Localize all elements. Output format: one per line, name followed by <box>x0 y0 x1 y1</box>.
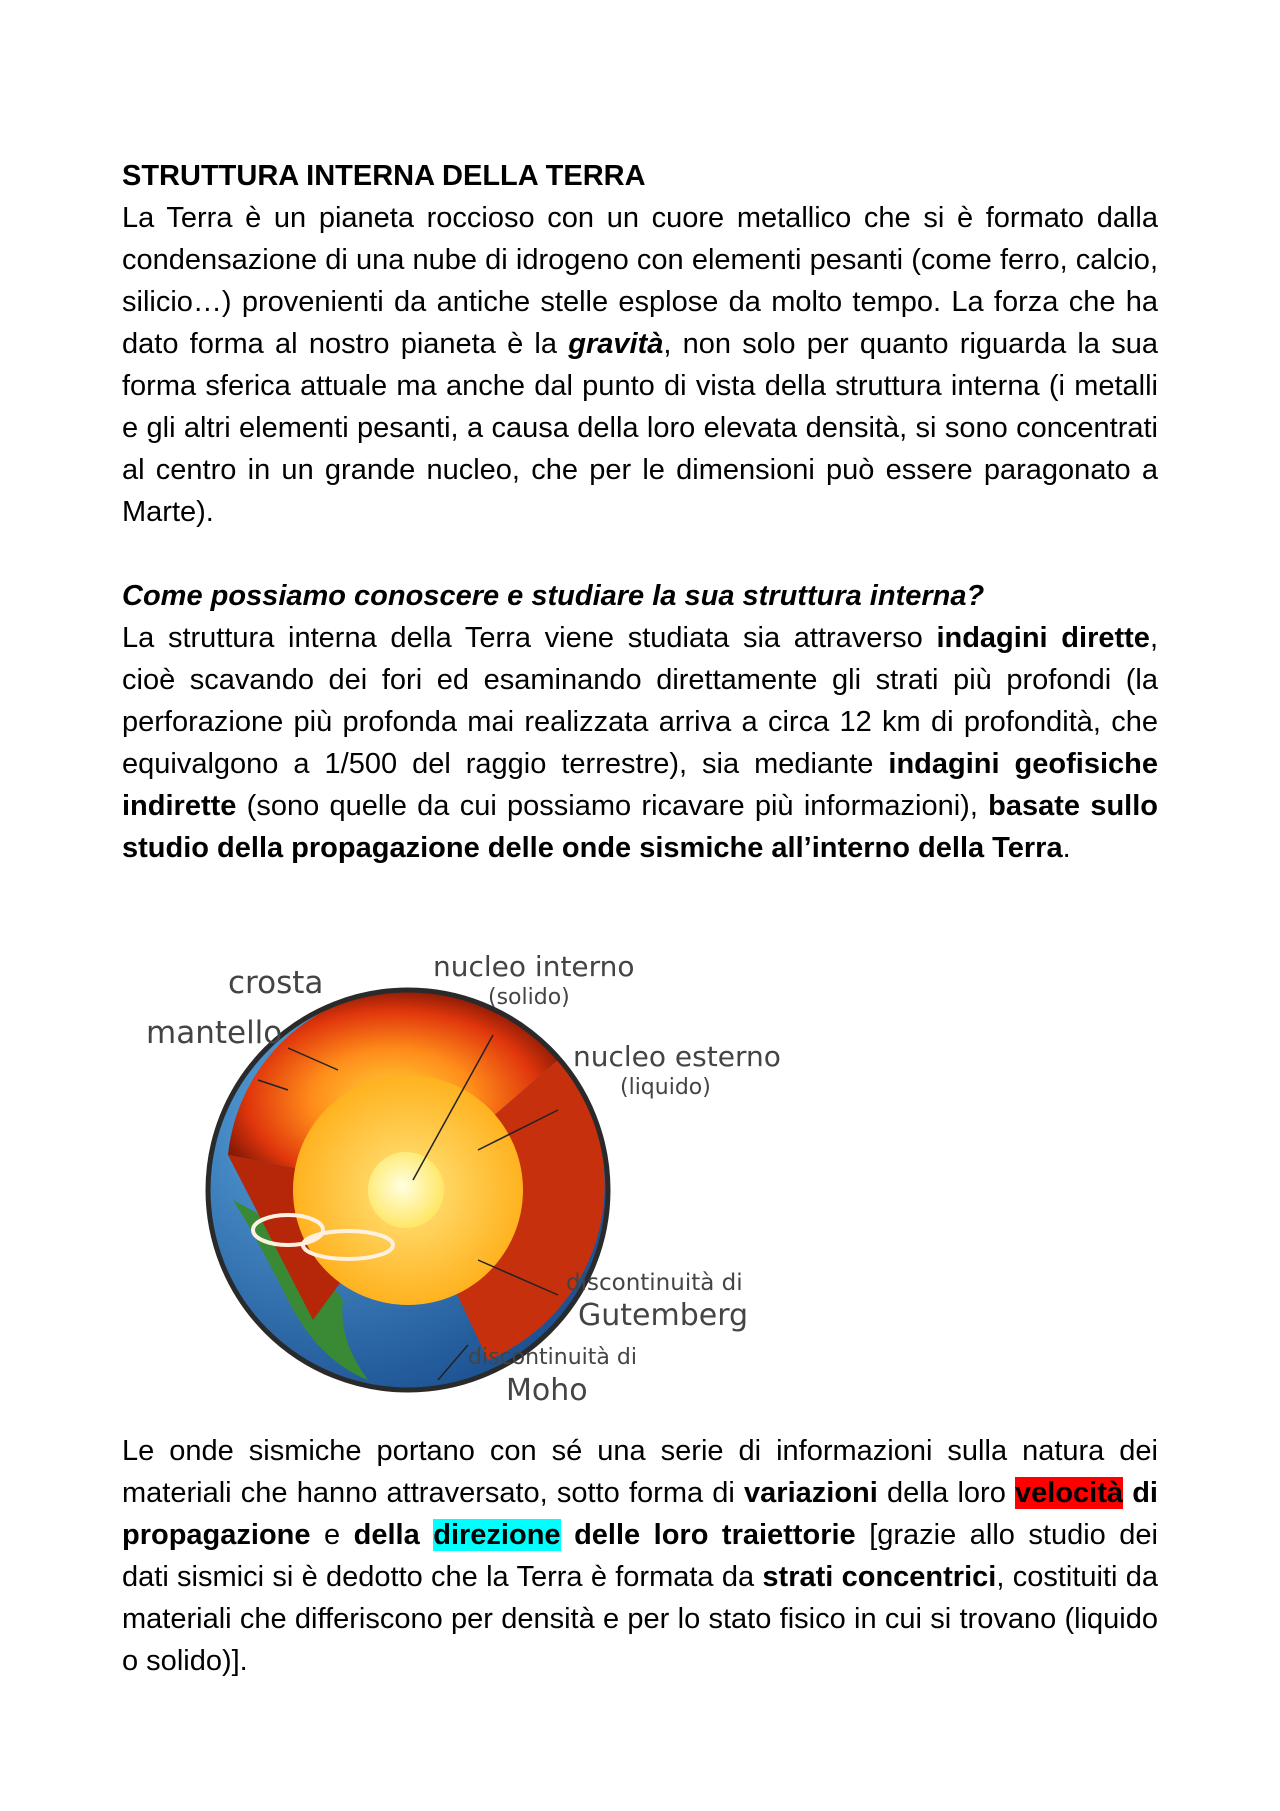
highlight-red-term: velocità <box>1015 1477 1124 1509</box>
label-crosta: crosta <box>228 965 324 1001</box>
bold-term: indagini dirette <box>936 622 1150 654</box>
text: , costituiti da materiali che differiscono per densità e per lo stato fisico in cui si trovano (liquido o solido)]. <box>122 1561 1159 1677</box>
text: (sono quelle da cui possiamo ricavare più informazioni), <box>236 790 989 822</box>
text: La struttura interna della Terra viene studiata sia attraverso <box>122 622 937 654</box>
label-disc-gutemberg-1: discontinuità di <box>566 1270 743 1296</box>
bold-term: strati concentrici <box>762 1561 997 1593</box>
bold-term: indagini geofisiche indirette <box>122 748 1158 822</box>
label-nucleo-esterno: nucleo esterno <box>573 1040 781 1073</box>
text: [grazie allo studio dei dati sismici si è dedotto che la Terra è formata da <box>122 1519 1158 1593</box>
label-disc-gutemberg-2: Gutemberg <box>578 1298 749 1333</box>
label-mantello: mantello <box>146 1015 283 1051</box>
text: La Terra è un pianeta roccioso con un cuore metallico che si è formato dalla condensazione di una nube di idrogeno con elementi pesanti (come ferro, calcio, silicio…) provenienti da antiche stelle esplose da molto tempo. La forza che ha dato forma al nostro pianeta è la <box>122 202 1158 360</box>
text: , non solo per quanto riguarda la sua forma sferica attuale ma anche dal punto di vista della struttura interna (i metalli e gli altri elementi pesanti, a causa della loro elevata densità, si sono concentrati al centro in un grande nucleo, che per le dimensioni può essere paragonato a Marte). <box>122 328 1158 528</box>
label-disc-moho-1: discontinuità di <box>468 1345 637 1370</box>
bold-term: variazioni <box>744 1477 878 1509</box>
bold-term: basate sullo studio della propagazione delle onde sismiche all’interno della Terra <box>122 790 1159 864</box>
text: , cioè scavando dei fori ed esaminando direttamente gli strati più profondi (la perforazione più profonda mai realizzata arriva a circa 12 km di profondità, che equivalgono a 1/500 del raggio terrestre), sia mediante <box>122 622 1158 780</box>
document-title: STRUTTURA INTERNA DELLA TERRA <box>122 160 646 192</box>
highlight-cyan-term: direzione <box>433 1519 561 1551</box>
label-disc-moho-2: Moho <box>506 1373 588 1408</box>
label-nucleo-interno: nucleo interno <box>433 950 635 983</box>
label-liquido: (liquido) <box>620 1075 711 1100</box>
paragraph-seismic-waves <box>122 1430 1158 1682</box>
paragraph-methods <box>122 617 1158 869</box>
label-solido: (solido) <box>488 985 570 1010</box>
bold-term: della <box>353 1519 434 1551</box>
bold-term: di propagazione <box>122 1477 1158 1551</box>
paragraph-intro <box>122 197 1158 533</box>
text: e <box>310 1519 354 1551</box>
bold-term: delle loro traiettorie <box>560 1519 856 1551</box>
text: della loro <box>877 1477 1016 1509</box>
text: Le onde sismiche portano con sé una serie di informazioni sulla natura dei materiali che hanno attraversato, sotto forma di <box>122 1435 1158 1509</box>
inner-core <box>368 1152 444 1228</box>
bold-italic-term: gravità <box>568 328 664 360</box>
section-question: Come possiamo conoscere e studiare la sua struttura interna? <box>122 580 985 612</box>
text: . <box>1062 832 1071 864</box>
earth-structure-figure <box>138 940 818 1420</box>
